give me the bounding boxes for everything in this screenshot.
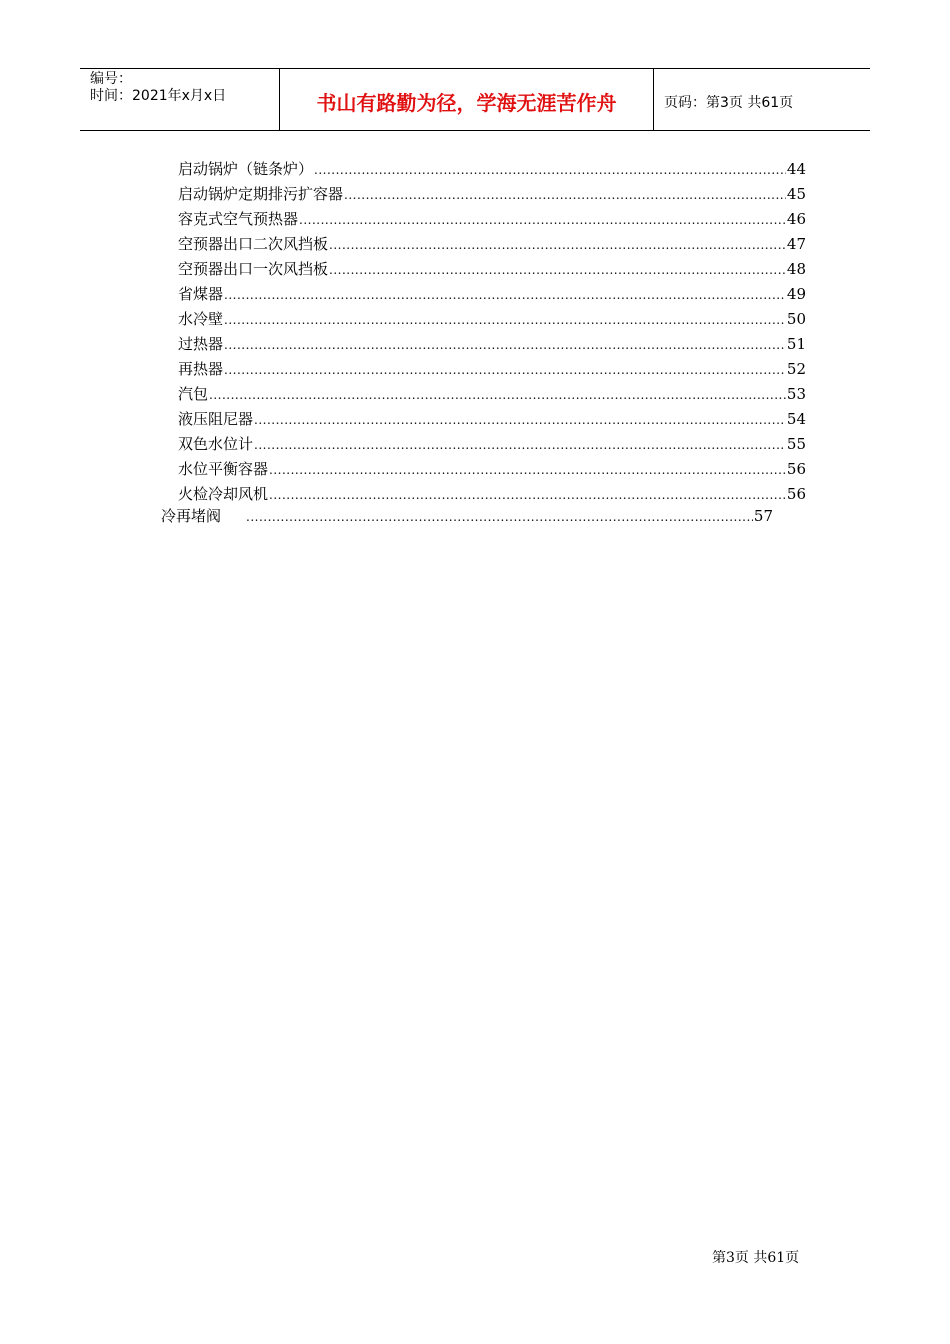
toc-entry[interactable]	[178, 357, 806, 382]
toc-entry-page: 46	[786, 210, 806, 228]
toc-entry[interactable]	[178, 207, 806, 232]
toc-entry-page: 47	[786, 235, 806, 253]
toc-leader	[224, 333, 786, 358]
toc-entry[interactable]	[178, 157, 806, 182]
toc-entry[interactable]	[178, 257, 806, 282]
toc-entry-page: 50	[786, 310, 806, 328]
toc-leader	[344, 183, 786, 208]
toc-leader	[329, 233, 786, 258]
toc-entry[interactable]	[178, 282, 806, 307]
toc-entry-page: 52	[786, 360, 806, 378]
toc-entry-title: 过热器	[178, 335, 224, 353]
toc-entry-page: 57	[753, 507, 773, 525]
time-label: 时间：2021年x月x日	[90, 88, 227, 104]
toc-entry-title: 双色水位计	[178, 435, 254, 453]
toc-entry-page: 44	[786, 160, 806, 178]
toc-leader	[314, 158, 786, 183]
toc-leader	[246, 505, 753, 530]
toc-entry[interactable]	[178, 332, 806, 357]
toc-entry[interactable]	[178, 232, 806, 257]
toc-entry-page: 49	[786, 285, 806, 303]
number-label: 编号：	[90, 71, 132, 87]
toc-entry-title: 冷再堵阀	[161, 507, 222, 525]
toc-entry-page: 54	[786, 410, 806, 428]
toc-entry[interactable]	[178, 432, 806, 457]
toc-entry-page: 56	[786, 485, 806, 503]
toc-entry-title: 容克式空气预热器	[178, 210, 299, 228]
toc-entry-page: 55	[786, 435, 806, 453]
toc-entry[interactable]	[178, 407, 806, 432]
toc-entry-title: 启动锅炉定期排污扩容器	[178, 185, 344, 203]
toc-entry-title: 水位平衡容器	[178, 460, 269, 478]
table-of-contents	[178, 157, 806, 507]
toc-entry-page: 56	[786, 460, 806, 478]
toc-entry[interactable]	[178, 307, 806, 332]
toc-entry[interactable]	[178, 382, 806, 407]
toc-leader	[224, 308, 786, 333]
toc-entry-title: 火检冷却风机	[178, 485, 269, 503]
header-motto: 书山有路勤为径，学海无涯苦作舟	[280, 69, 654, 130]
toc-leader	[254, 433, 786, 458]
toc-entry-page: 45	[786, 185, 806, 203]
toc-entry-title: 液压阻尼器	[178, 410, 254, 428]
toc-entry-title: 空预器出口一次风挡板	[178, 260, 329, 278]
toc-leader	[224, 283, 786, 308]
toc-entry-title: 汽包	[178, 385, 209, 403]
toc-leader	[299, 208, 786, 233]
toc-entry-page: 53	[786, 385, 806, 403]
toc-leader	[254, 408, 786, 433]
toc-entry-title: 省煤器	[178, 285, 224, 303]
header-page-info: 页码：第3页 共61页	[664, 94, 794, 111]
toc-leader	[329, 258, 786, 283]
toc-leader	[209, 383, 786, 408]
toc-entry[interactable]	[178, 182, 806, 207]
toc-entry-page: 48	[786, 260, 806, 278]
toc-entry-title: 空预器出口二次风挡板	[178, 235, 329, 253]
toc-entry-last[interactable]	[161, 504, 773, 529]
toc-entry-title: 水冷壁	[178, 310, 224, 328]
toc-entry-title: 再热器	[178, 360, 224, 378]
page-footer: 第3页 共61页	[712, 1250, 800, 1266]
toc-leader	[224, 358, 786, 383]
toc-entry[interactable]	[178, 457, 806, 482]
toc-entry-title: 启动锅炉（链条炉）	[178, 160, 314, 178]
toc-leader	[269, 458, 786, 483]
toc-entry-page: 51	[786, 335, 806, 353]
header-meta	[80, 69, 280, 130]
page-header	[80, 68, 870, 131]
